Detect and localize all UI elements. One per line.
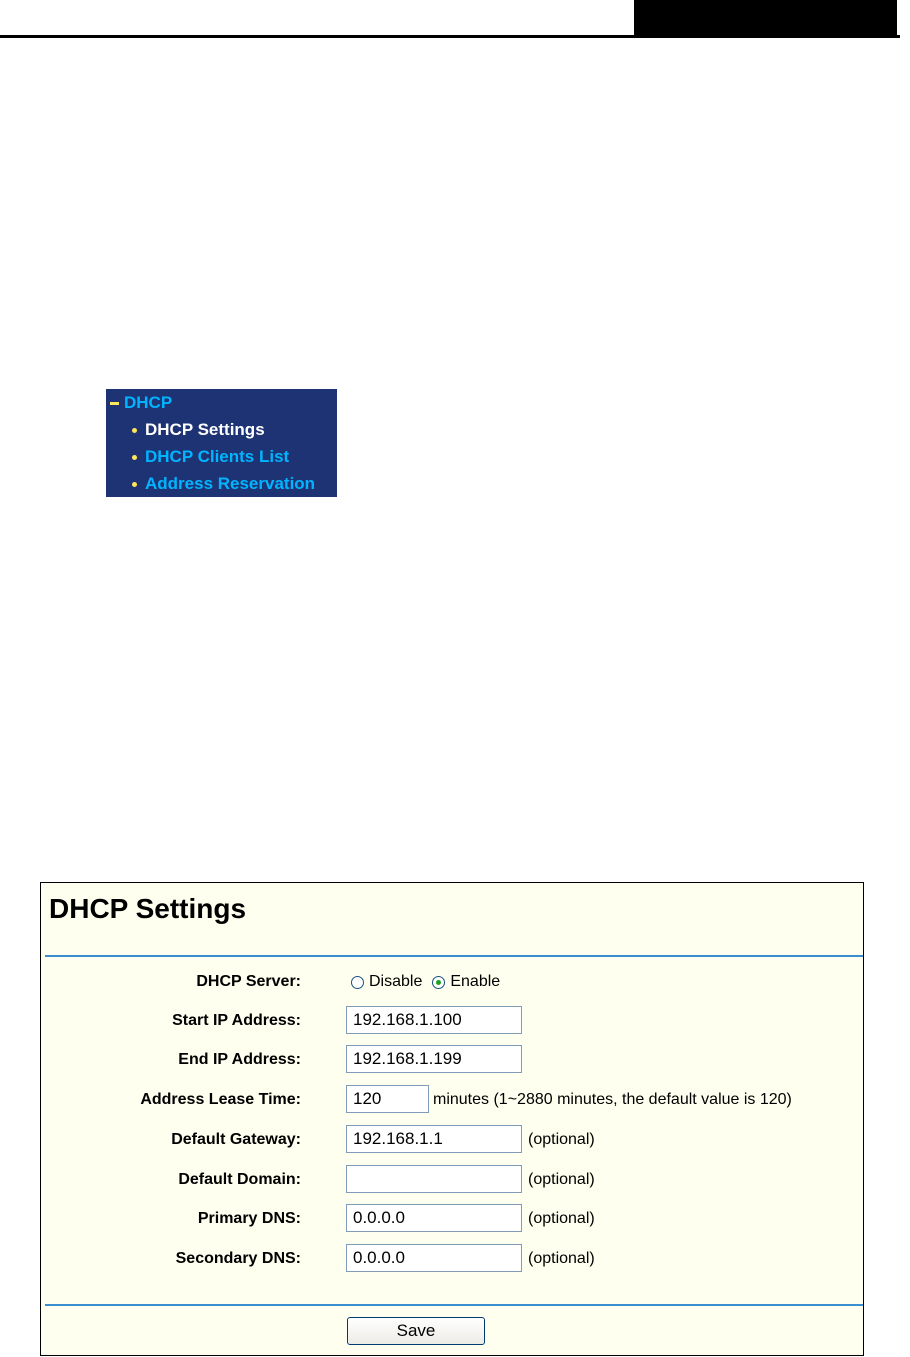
radio-disable-label: Disable <box>369 973 423 990</box>
primary-dns-label: Primary DNS: <box>197 1210 301 1227</box>
lease-time-hint: minutes (1~2880 minutes, the default value is 120) <box>433 1091 792 1108</box>
radio-enable[interactable] <box>432 973 500 991</box>
menu-dhcp-label: DHCP <box>124 393 173 412</box>
start-ip-label: Start IP Address: <box>172 1012 301 1029</box>
primary-dns-input[interactable] <box>346 1204 522 1232</box>
row-primary-dns <box>41 1204 863 1236</box>
secondary-dns-input[interactable] <box>346 1244 522 1272</box>
header-black-block <box>634 0 900 38</box>
row-lease-time <box>41 1085 863 1117</box>
row-dhcp-server <box>41 969 863 1001</box>
divider-bottom <box>45 1304 863 1306</box>
secondary-dns-label: Secondary DNS: <box>175 1250 301 1267</box>
primary-dns-hint: (optional) <box>528 1210 595 1227</box>
row-default-domain <box>41 1165 863 1197</box>
bullet-icon <box>132 428 137 433</box>
end-ip-label: End IP Address: <box>178 1051 301 1068</box>
dhcp-server-label: DHCP Server: <box>196 973 301 990</box>
default-gateway-hint: (optional) <box>528 1131 595 1148</box>
dhcp-server-radios <box>351 973 500 991</box>
radio-selected-dot <box>436 980 441 985</box>
menu-item-label: DHCP Clients List <box>145 447 290 466</box>
default-gateway-input[interactable] <box>346 1125 522 1153</box>
default-domain-hint: (optional) <box>528 1171 595 1188</box>
default-gateway-label: Default Gateway: <box>171 1131 301 1148</box>
default-domain-label: Default Domain: <box>178 1171 301 1188</box>
secondary-dns-hint: (optional) <box>528 1250 595 1267</box>
page-title: DHCP Settings <box>49 893 247 924</box>
dhcp-settings-panel <box>40 882 864 1356</box>
default-domain-input[interactable] <box>346 1165 522 1193</box>
save-button[interactable]: Save <box>347 1317 485 1345</box>
radio-disable[interactable] <box>351 973 422 991</box>
bullet-icon <box>132 455 137 460</box>
menu-item-dhcp-clients-list[interactable] <box>132 447 289 467</box>
row-default-gateway <box>41 1125 863 1157</box>
start-ip-input[interactable] <box>346 1006 522 1034</box>
bullet-icon <box>132 482 137 487</box>
radio-enable-button[interactable] <box>432 976 445 989</box>
divider-top <box>45 955 863 957</box>
row-secondary-dns <box>41 1244 863 1276</box>
lease-time-label: Address Lease Time: <box>140 1091 301 1108</box>
header-rule <box>0 35 900 38</box>
radio-enable-label: Enable <box>450 973 501 990</box>
menu-item-label: DHCP Settings <box>145 420 265 439</box>
menu-item-label: Address Reservation <box>145 474 316 493</box>
dhcp-menu <box>106 389 337 497</box>
row-end-ip <box>41 1045 863 1077</box>
end-ip-input[interactable] <box>346 1045 522 1073</box>
lease-time-input[interactable] <box>346 1085 429 1113</box>
row-start-ip <box>41 1006 863 1038</box>
header-edge <box>897 0 900 38</box>
menu-item-address-reservation[interactable] <box>132 474 315 494</box>
collapse-icon <box>110 402 119 405</box>
radio-disable-button[interactable] <box>351 976 364 989</box>
menu-item-dhcp-settings[interactable] <box>132 420 265 440</box>
menu-dhcp-header[interactable] <box>110 393 172 413</box>
